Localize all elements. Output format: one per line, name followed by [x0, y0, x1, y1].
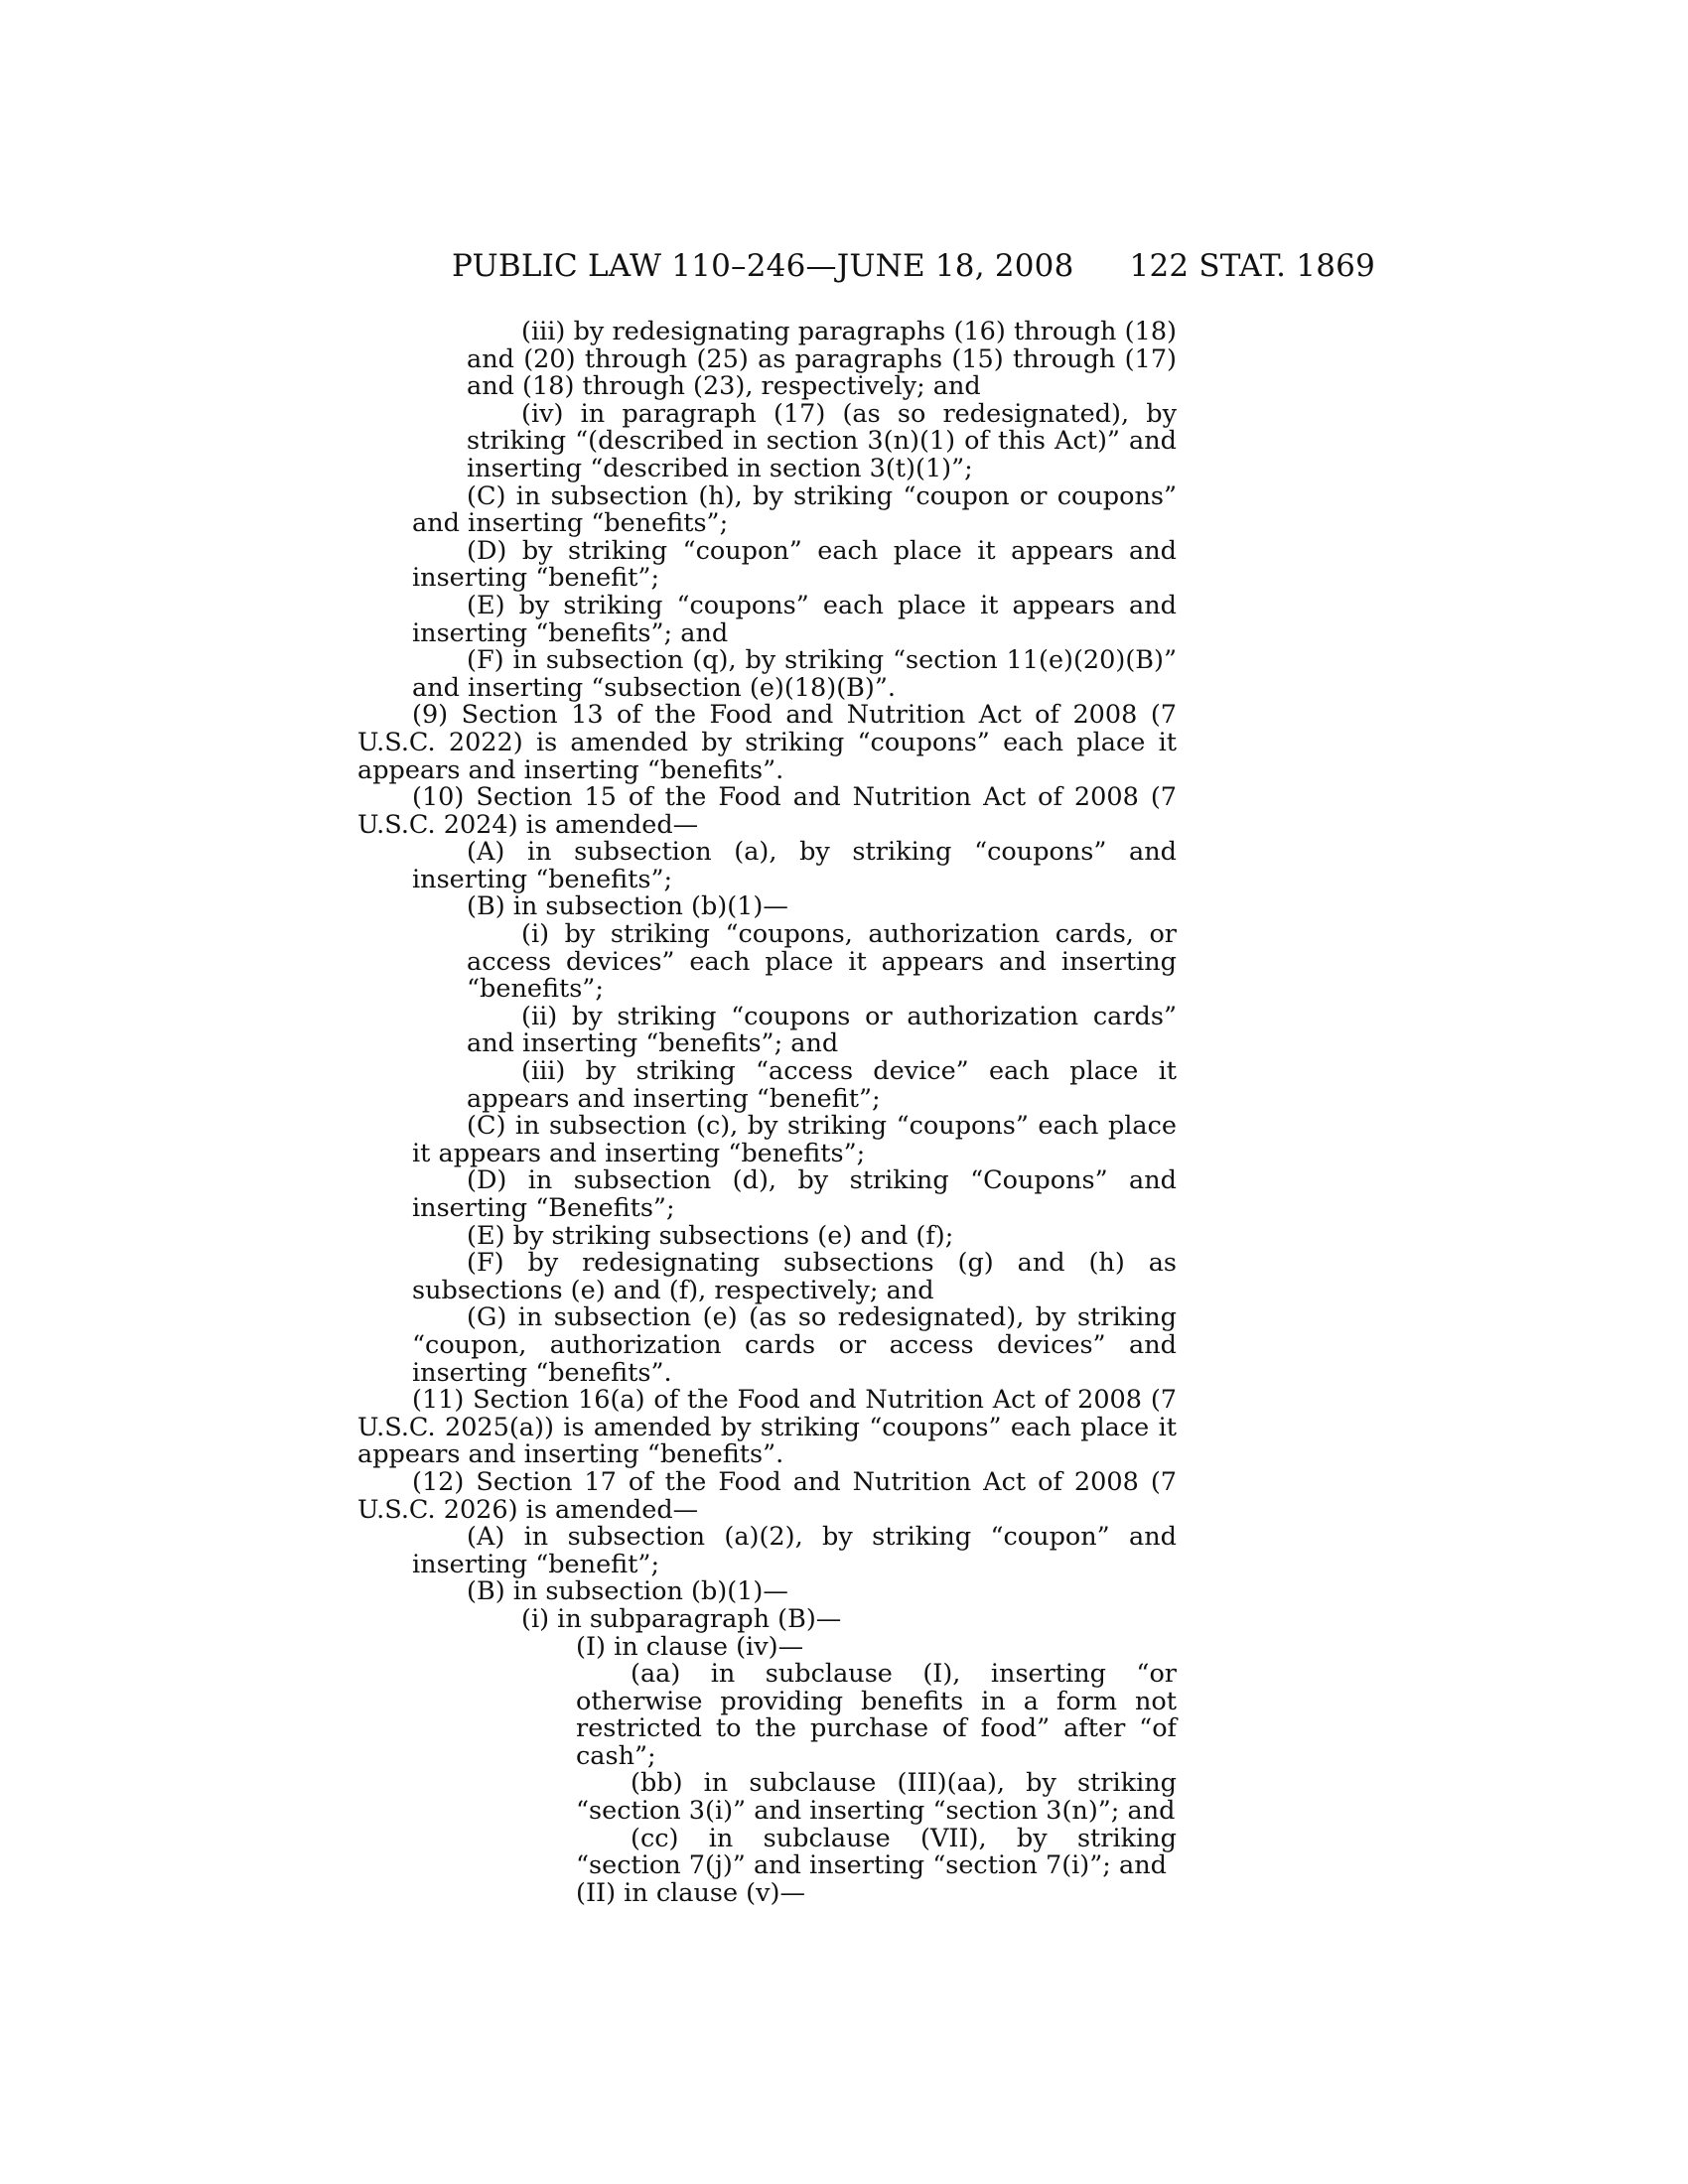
paragraph: (9) Section 13 of the Food and Nutrition Act of 2008 (7 U.S.C. 2022) is amended by striking “coupons” each place it appears and inserting “benefits”. [357, 700, 1177, 785]
paragraph: (D) by striking “coupon” each place it appears and inserting “benefit”; [412, 535, 1177, 594]
paragraph: (B) in subsection (b)(1)— [467, 1576, 788, 1607]
paragraph: (II) in clause (v)— [576, 1877, 805, 1908]
paragraph: (E) by striking “coupons” each place it appears and inserting “benefits”; and [412, 590, 1177, 648]
paragraph: (B) in subsection (b)(1)— [467, 891, 788, 922]
paragraph: (C) in subsection (c), by striking “coupons” each place it appears and inserting “benefits”; [412, 1111, 1177, 1168]
paragraph: (11) Section 16(a) of the Food and Nutrition Act of 2008 (7 U.S.C. 2025(a)) is amended by striking “coupons” each place it appears and inserting “benefits”. [357, 1385, 1177, 1470]
paragraph: (iii) by striking “access device” each place it appears and inserting “benefit”; [467, 1056, 1177, 1114]
paragraph: (iv) in paragraph (17) (as so redesignated), by striking “(described in section 3(n)(1) of this Act)” and inserting “described in section 3(t)(1)”; [467, 398, 1177, 483]
paragraph: (E) by striking subsections (e) and (f); [467, 1220, 954, 1251]
paragraph: (iii) by redesignating paragraphs (16) through (18) and (20) through (25) as paragraphs (15) through (17) and (18) through (23), respectively; and [467, 317, 1177, 402]
paragraph: (A) in subsection (a)(2), by striking “coupon” and inserting “benefit”; [412, 1522, 1177, 1579]
paragraph: (F) by redesignating subsections (g) and (h) as subsections (e) and (f), respectively; and [412, 1248, 1177, 1305]
paragraph: (i) by striking “coupons, authorization cards, or access devices” each place it appears and inserting “benefits”; [467, 919, 1177, 1005]
paragraph: (C) in subsection (h), by striking “coupon or coupons” and inserting “benefits”; [412, 480, 1177, 539]
paragraph: (ii) by striking “coupons or authorization cards” and inserting “benefits”; and [467, 1001, 1177, 1059]
header-law-citation: PUBLIC LAW 110–246—JUNE 18, 2008 [452, 248, 1074, 284]
paragraph: (aa) in subclause (I), inserting “or otherwise providing benefits in a form not restricted to the purchase of food” after “of cash”; [576, 1659, 1177, 1771]
header-page-number: 122 STAT. 1869 [1129, 248, 1375, 284]
paragraph: (G) in subsection (e) (as so redesignated), by striking “coupon, authorization cards or access devices” and inserting “benefits”. [412, 1302, 1177, 1388]
statute-text [357, 319, 1177, 1907]
paragraph: (I) in clause (iv)— [576, 1631, 804, 1662]
paragraph: (cc) in subclause (VII), by striking “section 7(j)” and inserting “section 7(i)”; and [576, 1823, 1177, 1881]
paragraph: (12) Section 17 of the Food and Nutrition Act of 2008 (7 U.S.C. 2026) is amended— [357, 1466, 1177, 1525]
paragraph: (10) Section 15 of the Food and Nutrition Act of 2008 (7 U.S.C. 2024) is amended— [357, 782, 1177, 840]
paragraph: (bb) in subclause (III)(aa), by striking “section 3(i)” and inserting “section 3(n)”; and [576, 1768, 1177, 1827]
paragraph: (D) in subsection (d), by striking “Coupons” and inserting “Benefits”; [412, 1165, 1177, 1223]
paragraph: (i) in subparagraph (B)— [521, 1603, 842, 1634]
running-header [452, 248, 1375, 288]
paragraph: (A) in subsection (a), by striking “coupons” and inserting “benefits”; [412, 837, 1177, 894]
paragraph: (F) in subsection (q), by striking “section 11(e)(20)(B)” and inserting “subsection (e)(18)(B)”. [412, 645, 1177, 703]
